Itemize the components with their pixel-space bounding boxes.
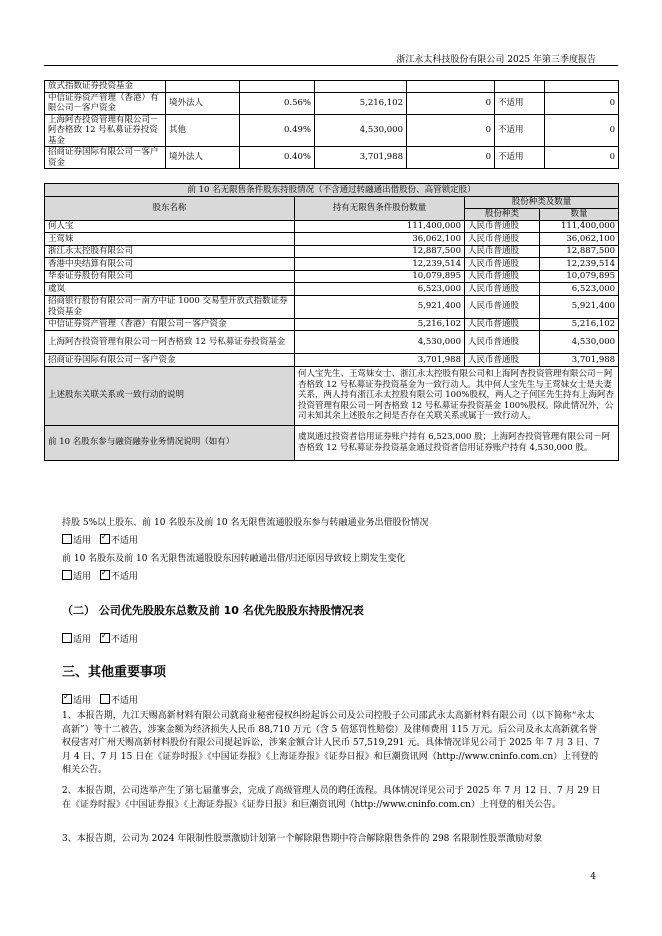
shareholder-name: 何人宝 [45, 220, 295, 233]
table-row [45, 92, 619, 114]
shareholder-name: 中信证券资产管理（香港）有限公司－客户资金 [45, 318, 295, 331]
share-qty: 5,216,102 [540, 318, 619, 331]
shareholder-name: 招商证券国际有限公司－客户资金 [45, 147, 166, 169]
section-heading-three: 三、其他重要事项 [62, 665, 167, 680]
table-row [45, 354, 619, 367]
share-type: 人民币普通股 [465, 220, 540, 233]
item-3: 3、本报告期，公司为 2024 年限制性股票激励计划第一个解除限售期中符合解除限售条件的 298 名限制性股票激励对象 [62, 834, 543, 844]
table-row [45, 114, 619, 147]
unrestricted-shares: 5,921,400 [295, 295, 465, 318]
share-qty: 111,400,000 [540, 220, 619, 233]
header-divider [44, 65, 618, 66]
share-type: 人民币普通股 [465, 295, 540, 318]
share-qty: 5,921,400 [540, 295, 619, 318]
share-qty: 3,701,988 [540, 354, 619, 367]
pledge-status: 不适用 [495, 92, 545, 114]
table-row [45, 147, 619, 169]
col-header-shares: 持有无限售条件股份数量 [295, 196, 465, 220]
unrestricted-shares: 4,530,000 [295, 331, 465, 354]
table-row [45, 295, 619, 318]
share-qty: 36,062,100 [540, 233, 619, 246]
holding-percent: 0.56% [240, 92, 315, 114]
restricted-shares: 0 [407, 92, 495, 114]
item-2: 2、本报告期，公司选举产生了第七届董事会，完成了高级管理人员的聘任流程。具体情况详见公司于 2025 年 7 月 12 日、7 月 29 日在《证券时报》《中国证券报》《上海证券报》《证券日报》和巨潮资讯网（http://www.cninfo.com.cn）上刊登的相关公告。 [62, 786, 601, 810]
pledge-quantity: 0 [545, 147, 619, 169]
checked-checkbox-icon [100, 534, 110, 544]
shareholder-name: 上海阿杏投资管理有限公司－阿杏格致 12 号私募证券投资基金 [45, 114, 166, 147]
share-type: 人民币普通股 [465, 245, 540, 258]
holding-percent: 0.40% [240, 147, 315, 169]
restricted-shares: 0 [407, 147, 495, 169]
checkbox-icon [100, 694, 110, 704]
table-row [45, 318, 619, 331]
table-row [45, 270, 619, 283]
page-number: 4 [590, 872, 596, 882]
col-header-type: 股份种类 [465, 208, 540, 220]
share-qty: 4,530,000 [540, 331, 619, 354]
shareholder-name: 招商银行股份有限公司－南方中证 1000 交易型开放式指数证券投资基金 [45, 295, 295, 318]
share-type: 人民币普通股 [465, 270, 540, 283]
section-three-options: ✓适用 不适用 [62, 693, 144, 706]
holding-shares: 3,701,988 [315, 147, 407, 169]
item-1: 1、本报告期，九江天赐高新材料有限公司就商业秘密侵权纠纷起诉公司及公司控股子公司邵武永太高新材料有限公司（以下简称“永太高新”）等十二被告，涉案金额为经济损失人民币 88,710 万元（含 5 倍惩罚性赔偿）及律师费用 115 万元。后公司及永太高新就名誉权侵害对广州天赐高新材料股份有限公司提起诉讼，涉案金额合计人民币 57,519,291 元。具体情况详见公司于 2025 年 7 月 3 日、7 月 4 日、7 月 15 日在《证券时报》《中国证券报》《上海证券报》《证券日报》和巨潮资讯网（http://www.cninfo.com.cn）上刊登的相关公告。 [62, 711, 600, 775]
shareholder-name: 招商证券国际有限公司－客户资金 [45, 354, 295, 367]
share-qty: 12,239,514 [540, 258, 619, 271]
preferred-options: 适用 ✓ 不适用 [62, 632, 144, 645]
pledge-status: 不适用 [495, 114, 545, 147]
table-row [45, 81, 619, 93]
checkbox-icon [62, 570, 72, 580]
change-options: 适用 ✓ 不适用 [62, 569, 144, 582]
table-row [45, 233, 619, 246]
finance-row [45, 425, 619, 460]
pledge-quantity: 0 [545, 114, 619, 147]
table-title-row [45, 184, 619, 197]
shareholder-name: 中信证券资产管理（香港）有限公司－客户资金 [45, 92, 166, 114]
unrestricted-shareholders-table [44, 183, 619, 461]
unrestricted-shares: 10,079,895 [295, 270, 465, 283]
share-type: 人民币普通股 [465, 283, 540, 296]
pledge-status: 不适用 [495, 147, 545, 169]
checkbox-icon [62, 633, 72, 643]
relation-label: 上述股东关联关系或一致行动的说明 [45, 366, 295, 425]
change-note: 前 10 名股东及前 10 名无限售流通股股东因转融通出借/归还原因导致较上期发生变化 [62, 554, 406, 564]
checkbox-icon [62, 534, 72, 544]
table-row [45, 283, 619, 296]
shareholder-name: 香港中央结算有限公司 [45, 258, 295, 271]
unrestricted-shares: 6,523,000 [295, 283, 465, 296]
holding-shares: 5,216,102 [315, 92, 407, 114]
lending-options: 适用 ✓ 不适用 [62, 533, 144, 546]
table-row [45, 245, 619, 258]
share-type: 人民币普通股 [465, 331, 540, 354]
share-type: 人民币普通股 [465, 354, 540, 367]
checked-checkbox-icon [62, 694, 72, 704]
shareholder-name: 上海阿杏投资管理有限公司－阿杏格致 12 号私募证券投资基金 [45, 331, 295, 354]
share-qty: 6,523,000 [540, 283, 619, 296]
unrestricted-shares: 36,062,100 [295, 233, 465, 246]
relation-row [45, 366, 619, 425]
table-title: 前 10 名无限售条件股东持股情况（不含通过转融通出借股份、高管锁定股） [45, 184, 619, 197]
finance-text: 虞岚通过投资者信用证券账户持有 6,523,000 股；上海阿杏投资管理有限公司－阿杏格致 12 号私募证券投资基金通过投资者信用证券账户持有 4,530,000 股。 [295, 425, 619, 460]
restricted-shares: 0 [407, 114, 495, 147]
table-header-row [45, 196, 619, 208]
unrestricted-shares: 111,400,000 [295, 220, 465, 233]
shareholder-name: 浙江永太控股有限公司 [45, 245, 295, 258]
table-row [45, 331, 619, 354]
section-heading-preferred: （二） 公司优先股股东总数及前 10 名优先股股东持股情况表 [62, 604, 364, 617]
page-header: 浙江永太科技股份有限公司 2025 年第三季度报告 [396, 55, 596, 65]
unrestricted-shares: 5,216,102 [295, 318, 465, 331]
shareholder-name: 华泰证券股份有限公司 [45, 270, 295, 283]
shareholder-nature: 其他 [166, 114, 240, 147]
unrestricted-shares: 12,239,514 [295, 258, 465, 271]
unrestricted-shares: 12,887,500 [295, 245, 465, 258]
checked-checkbox-icon [100, 633, 110, 643]
col-header-name: 股东名称 [45, 196, 295, 220]
pledge-quantity: 0 [545, 92, 619, 114]
lending-note: 持股 5%以上股东、前 10 名股东及前 10 名无限售流通股股东参与转融通业务出借股份情况 [62, 518, 429, 528]
shareholder-name: 虞岚 [45, 283, 295, 296]
shareholder-name: 王莺妹 [45, 233, 295, 246]
col-header-qty: 数量 [540, 208, 619, 220]
holding-shares: 4,530,000 [315, 114, 407, 147]
col-header-type-group: 股份种类及数量 [465, 196, 619, 208]
shareholder-nature: 境外法人 [166, 147, 240, 169]
share-type: 人民币普通股 [465, 318, 540, 331]
unrestricted-shares: 3,701,988 [295, 354, 465, 367]
shareholder-name: 放式指数证券投资基金 [45, 81, 166, 93]
share-qty: 12,887,500 [540, 245, 619, 258]
share-type: 人民币普通股 [465, 233, 540, 246]
finance-label: 前 10 名股东参与融资融券业务情况说明（如有） [45, 425, 295, 460]
share-type: 人民币普通股 [465, 258, 540, 271]
table-row [45, 258, 619, 271]
holding-percent: 0.49% [240, 114, 315, 147]
checked-checkbox-icon [100, 570, 110, 580]
top-shareholders-table [44, 80, 619, 169]
shareholder-nature: 境外法人 [166, 92, 240, 114]
relation-text: 何人宝先生、王莺妹女士、浙江永太控股有限公司和上海阿杏投资管理有限公司－阿杏格致 12 号私募证券投资基金为一致行动人。其中何人宝先生与王莺妹女士是夫妻关系，两人持有浙江永太控股有限公司 100%股权，两人之子何匡先生持有上海阿杏投资管理有限公司－阿杏格致 12 号私募证券投资基金 100%股权。除此情况外，公司未知其余上述股东之间是否存在关联关系或属于一致行动人。 [295, 366, 619, 425]
table-row [45, 220, 619, 233]
share-qty: 10,079,895 [540, 270, 619, 283]
